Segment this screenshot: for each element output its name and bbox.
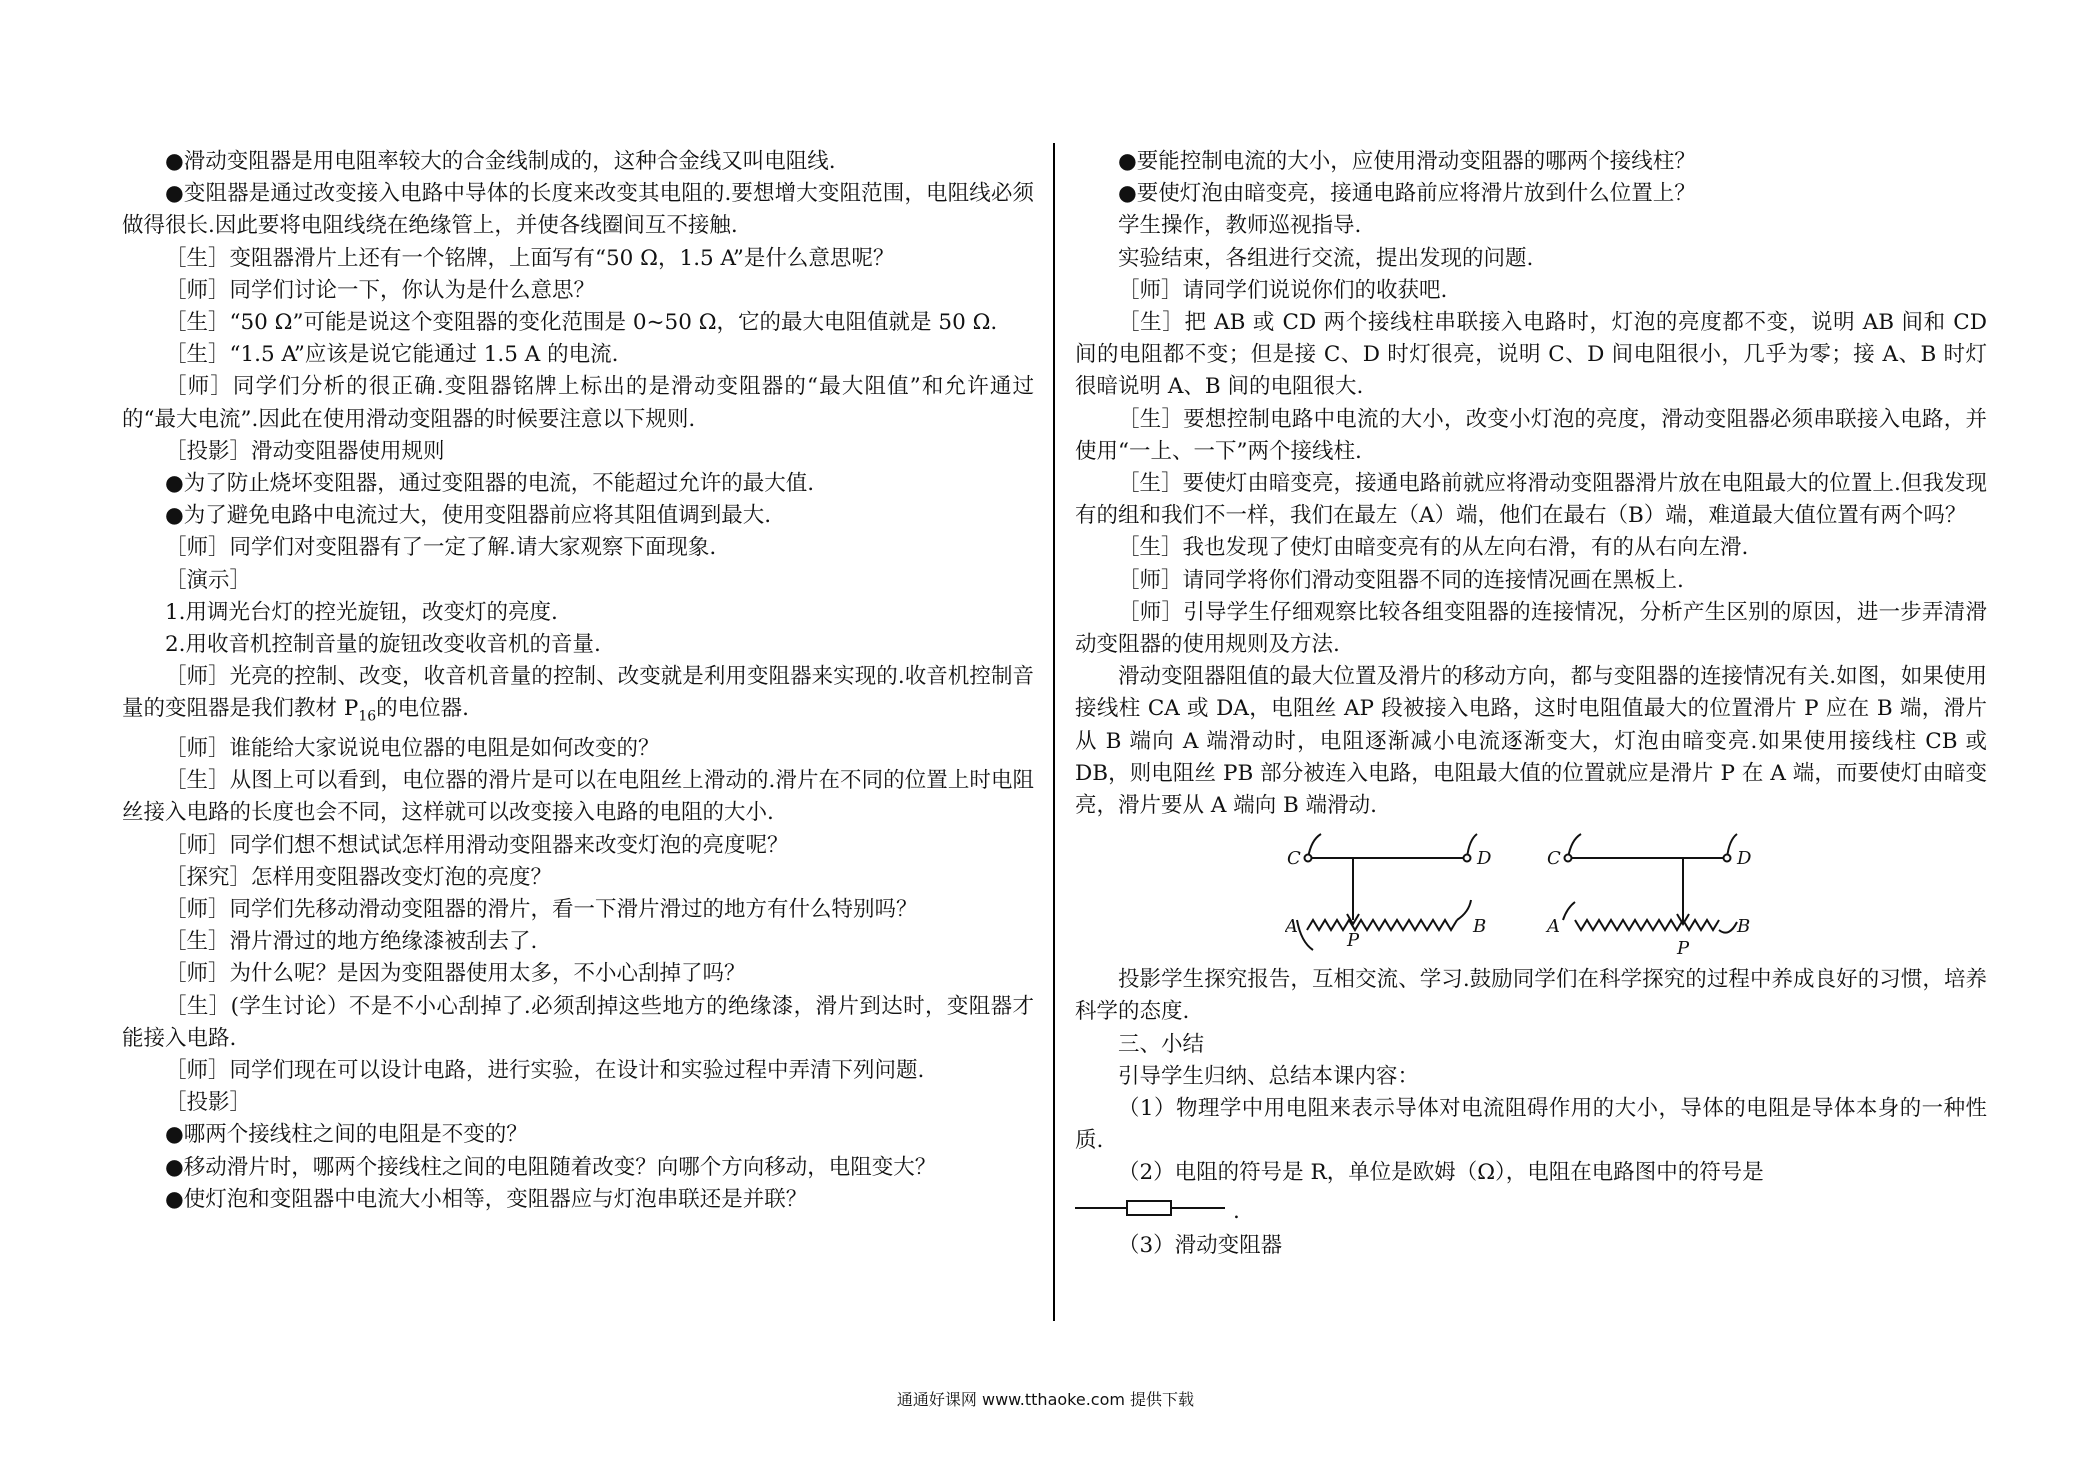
page-footer: 通通好课网 www.tthaoke.com 提供下载 <box>896 1390 1195 1409</box>
paragraph: ［生］“50 Ω”可能是说这个变阻器的变化范围是 0~50 Ω，它的最大电阻值就是 50 Ω. <box>165 310 998 336</box>
paragraph: ［师］同学们对变阻器有了一定了解.请大家观察下面现象. <box>165 535 717 561</box>
paragraph: 投影学生探究报告，互相交流、学习.鼓励同学们在科学探究的过程中养成良好的习惯，培养科学的态度. <box>1075 967 1987 1025</box>
rheostat-diagrams <box>1075 828 1987 960</box>
paragraph: ●使灯泡和变阻器中电流大小相等，变阻器应与灯泡串联还是并联？ <box>165 1186 808 1212</box>
paragraph: （1）物理学中用电阻来表示导体对电流阻碍作用的大小，导体的电阻是导体本身的一种性质. <box>1075 1096 1987 1154</box>
paragraph: ●滑动变阻器是用电阻率较大的合金线制成的，这种合金线又叫电阻线. <box>165 149 836 174</box>
paragraph: ［生］要使灯由暗变亮，接通电路前就应将滑动变阻器滑片放在电阻最大的位置上.但我发现有的组和我们不一样，我们在最左（A）端，他们在最右（B）端，难道最大值位置有两个吗？ <box>1075 471 1987 529</box>
text: ［师］光亮的控制、改变，收音机音量的控制、改变就是利用变阻器来实现的.收音机控制音量的变阻器是我们教材 P <box>122 664 1034 722</box>
resistor-symbol-icon <box>1075 1194 1235 1222</box>
paragraph: 三、小结 <box>1118 1031 1205 1057</box>
paragraph: ［投影］滑动变阻器使用规则 <box>165 438 445 464</box>
paragraph: ［师］同学们先移动滑动变阻器的滑片，看一下滑片滑过的地方有什么特别吗？ <box>165 896 918 922</box>
paragraph: ●为了防止烧坏变阻器，通过变阻器的电流，不能超过允许的最大值. <box>165 471 815 497</box>
diagram-label-p: P <box>1347 930 1360 952</box>
subscript: 16 <box>358 708 377 725</box>
paragraph: ●移动滑片时，哪两个接线柱之间的电阻随着改变？向哪个方向移动，电阻变大？ <box>165 1154 937 1180</box>
paragraph: ［生］“1.5 A”应该是说它能通过 1.5 A 的电流. <box>165 342 619 368</box>
paragraph: 1.用调光台灯的控光旋钮，改变灯的亮度. <box>165 599 558 625</box>
paragraph: ［师］同学们分析的很正确.变阻器铭牌上标出的是滑动变阻器的“最大阻值”和允许通过的“最大电流”.因此在使用滑动变阻器的时候要注意以下规则. <box>122 374 1034 432</box>
rheostat-diagram-svg <box>1285 828 1785 960</box>
rheostat-diagram-left <box>1297 834 1477 950</box>
paragraph: ［生］(学生讨论）不是不小心刮掉了.必须刮掉这些地方的绝缘漆，滑片到达时，变阻器才能接入电路. <box>122 993 1034 1051</box>
paragraph: ［师］请同学们说说你们的收获吧. <box>1118 277 1448 303</box>
paragraph: 2.用收音机控制音量的旋钮改变收音机的音量. <box>165 632 601 658</box>
paragraph: 引导学生归纳、总结本课内容： <box>1118 1063 1420 1089</box>
paragraph: ［探究］怎样用变阻器改变灯泡的亮度？ <box>165 864 553 890</box>
paragraph: ［师］同学们想不想试试怎样用滑动变阻器来改变灯泡的亮度呢？ <box>165 832 789 858</box>
paragraph: ［生］滑片滑过的地方绝缘漆被刮去了. <box>165 929 538 955</box>
paragraph: ［师］同学们现在可以设计电路，进行实验，在设计和实验过程中弄清下列问题. <box>165 1057 925 1083</box>
paragraph: ［师］引导学生仔细观察比较各组变阻器的连接情况，分析产生区别的原因，进一步弄清滑动变阻器的使用规则及方法. <box>1075 599 1987 658</box>
diagram-label-b: B <box>1737 916 1751 938</box>
period: . <box>1233 1198 1240 1224</box>
paragraph: ［师］请同学将你们滑动变阻器不同的连接情况画在黑板上. <box>1118 567 1684 593</box>
paragraph: 实验结束，各组进行交流，提出发现的问题. <box>1118 245 1534 271</box>
text: 的电位器. <box>376 696 469 722</box>
paragraph: ［生］把 AB 或 CD 两个接线柱串联接入电路时，灯泡的亮度都不变，说明 AB 间和 CD 间的电阻都不变；但是接 C、D 时灯很亮，说明 C、D 间电阻很小，几乎为零；接 A、B 时灯很暗说明 A、B 间的电阻很大. <box>1075 310 1987 400</box>
paragraph: （2）电阻的符号是 R，单位是欧姆（Ω），电阻在电路图中的符号是 <box>1118 1160 1764 1186</box>
diagram-label-p: P <box>1677 938 1690 960</box>
paragraph: ［生］要想控制电路中电流的大小，改变小灯泡的亮度，滑动变阻器必须串联接入电路，并使用“一上、一下”两个接线柱. <box>1075 406 1987 464</box>
paragraph: ［生］从图上可以看到，电位器的滑片是可以在电阻丝上滑动的.滑片在不同的位置上时电阻丝接入电路的长度也会不同，这样就可以改变接入电路的电阻的大小. <box>122 768 1034 826</box>
right-column <box>1075 146 1987 1262</box>
paragraph: ［生］变阻器滑片上还有一个铭牌，上面写有“50 Ω，1.5 A”是什么意思呢？ <box>165 245 895 271</box>
diagram-label-a: A <box>1285 916 1298 938</box>
left-column <box>122 146 1034 1216</box>
paragraph: ［师］谁能给大家说说电位器的电阻是如何改变的？ <box>165 735 660 761</box>
rheostat-diagram-right <box>1563 834 1737 933</box>
diagram-label-d: D <box>1737 848 1752 870</box>
paragraph: 学生操作，教师巡视指导. <box>1118 213 1362 239</box>
column-divider <box>1053 143 1055 1321</box>
diagram-label-b: B <box>1473 916 1487 938</box>
paragraph: ●变阻器是通过改变接入电路中导体的长度来改变其电阻的.要想增大变阻范围，电阻线必须做得很长.因此要将电阻线绕在绝缘管上，并使各线圈间互不接触. <box>122 181 1034 239</box>
paragraph: ●要使灯泡由暗变亮，接通电路前应将滑片放到什么位置上？ <box>1118 181 1696 207</box>
paragraph: ［生］我也发现了使灯由暗变亮有的从左向右滑，有的从右向左滑. <box>1118 535 1749 561</box>
paragraph: ［师］同学们讨论一下，你认为是什么意思？ <box>165 277 596 303</box>
paragraph: ［师］为什么呢？是因为变阻器使用太多，不小心刮掉了吗？ <box>165 961 746 987</box>
paragraph: 滑动变阻器阻值的最大位置及滑片的移动方向，都与变阻器的连接情况有关.如图，如果使用接线柱 CA 或 DA，电阻丝 AP 段被接入电路，这时电阻值最大的位置滑片 P 应在 B 端，滑片从 B 端向 A 端滑动时，电阻逐渐减小电流逐渐变大，灯泡由暗变亮.如果使用接线柱 CB 或 DB，则电阻丝 PB 部分被连入电路，电阻最大值的位置就应是滑片 P 在 A 端，而要使灯由暗变亮，滑片要从 A 端向 B 端滑动. <box>1075 664 1987 819</box>
paragraph: ［投影］ <box>165 1090 252 1116</box>
diagram-label-c: C <box>1287 848 1301 870</box>
paragraph: ［演示］ <box>165 567 252 593</box>
paragraph-p16 <box>122 661 1034 733</box>
paragraph: （3）滑动变阻器 <box>1118 1232 1283 1258</box>
paragraph: ●要能控制电流的大小，应使用滑动变阻器的哪两个接线柱？ <box>1118 149 1696 174</box>
paragraph: ●哪两个接线柱之间的电阻是不变的？ <box>165 1122 528 1148</box>
diagram-label-c: C <box>1547 848 1561 870</box>
diagram-label-a: A <box>1547 916 1560 938</box>
paragraph: ●为了避免电路中电流过大，使用变阻器前应将其阻值调到最大. <box>165 503 772 529</box>
resistor-symbol-line <box>1075 1190 1987 1230</box>
diagram-label-d: D <box>1477 848 1492 870</box>
